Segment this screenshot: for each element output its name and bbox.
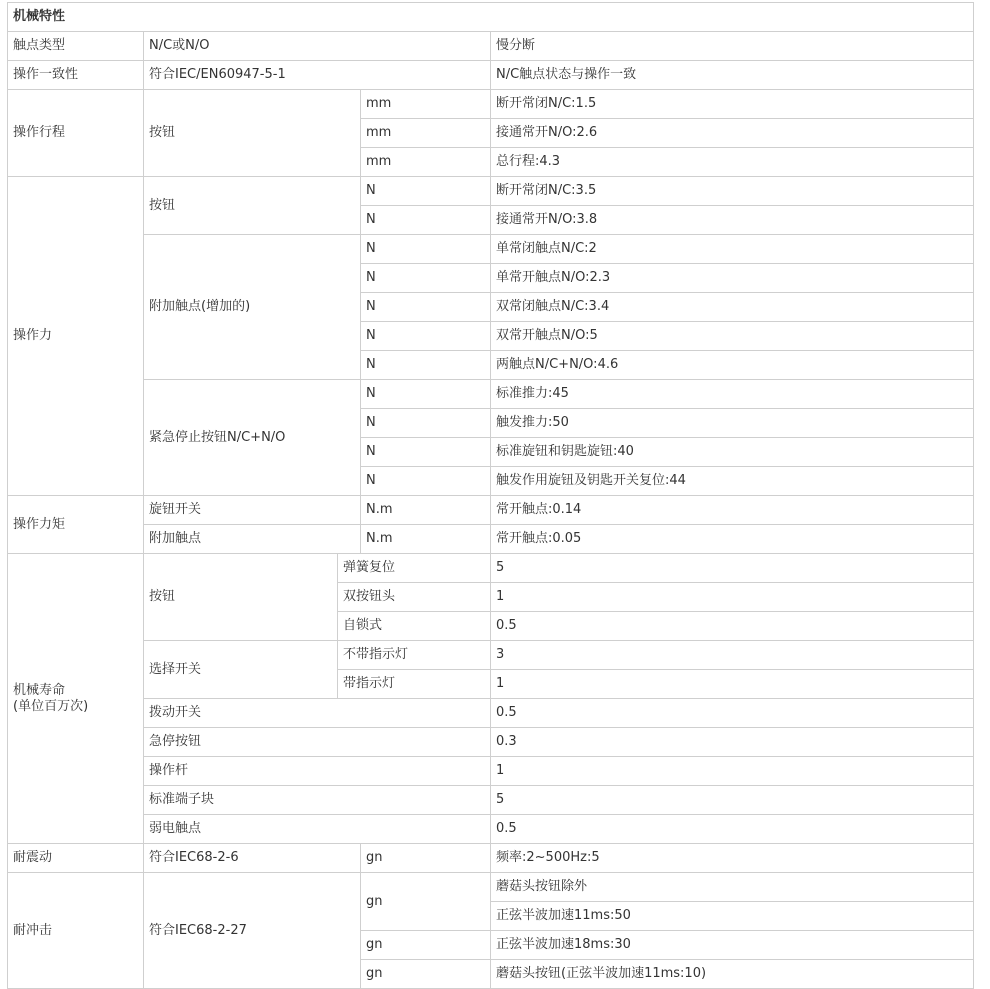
table-row [8,90,974,119]
unit-cell: mm [361,119,491,148]
sub-label: 标准端子块 [144,786,491,815]
sub-label: 附加触点 [144,525,361,554]
cell-value: 断开常闭N/C:1.5 [491,90,974,119]
cell-value: 双常开触点N/O:5 [491,322,974,351]
sub-label: 操作杆 [144,757,491,786]
sub-label: 符合IEC68-2-27 [144,873,361,989]
unit-cell: gn [361,960,491,989]
sub-label: 选择开关 [144,641,338,699]
unit-cell: gn [361,931,491,960]
cell-value: 单常开触点N/O:2.3 [491,264,974,293]
unit-cell: N [361,322,491,351]
cell-value: 0.3 [491,728,974,757]
unit-cell: gn [361,844,491,873]
cell-value: 3 [491,641,974,670]
table-row [8,815,974,844]
type-cell: 自锁式 [338,612,491,641]
row-label: 耐冲击 [8,873,144,989]
type-cell: 带指示灯 [338,670,491,699]
cell-value: 断开常闭N/C:3.5 [491,177,974,206]
table-row [8,177,974,206]
table-row [8,32,974,61]
table-row [8,61,974,90]
table-row [8,844,974,873]
table-row [8,699,974,728]
unit-cell: N [361,467,491,496]
sub-label: 符合IEC68-2-6 [144,844,361,873]
sub-label: 紧急停止按钮N/C+N/O [144,380,361,496]
type-cell: 弹簧复位 [338,554,491,583]
row-label: 触点类型 [8,32,144,61]
cell-value: 5 [491,554,974,583]
sub-label: 拨动开关 [144,699,491,728]
unit-cell: N [361,177,491,206]
table-row [8,873,974,902]
cell-value: 0.5 [491,612,974,641]
row-label: 操作力 [8,177,144,496]
table-row [8,757,974,786]
table-title: 机械特性 [8,3,974,32]
table-row [8,3,974,32]
sub-label: 弱电触点 [144,815,491,844]
table-row [8,525,974,554]
unit-cell: N [361,235,491,264]
cell-value: 常开触点:0.05 [491,525,974,554]
cell-value: N/C或N/O [144,32,491,61]
cell-value: 正弦半波加速18ms:30 [491,931,974,960]
cell-value: 触发作用旋钮及钥匙开关复位:44 [491,467,974,496]
table-row [8,728,974,757]
cell-value: 触发推力:50 [491,409,974,438]
cell-value: 1 [491,583,974,612]
mechanical-spec-table [7,2,974,989]
cell-value: 蘑菇头按钮除外 [491,873,974,902]
cell-value: 5 [491,786,974,815]
sub-label: 急停按钮 [144,728,491,757]
cell-value: 接通常开N/O:3.8 [491,206,974,235]
cell-note: 慢分断 [491,32,974,61]
row-label-line2: (单位百万次) [13,698,89,714]
table-row [8,786,974,815]
row-label [8,554,144,844]
cell-value: 1 [491,757,974,786]
table-row [8,641,974,670]
type-cell: 双按钮头 [338,583,491,612]
sub-label: 旋钮开关 [144,496,361,525]
unit-cell: N [361,409,491,438]
table-row [8,235,974,264]
sub-label: 按钮 [144,554,338,641]
cell-note: N/C触点状态与操作一致 [491,61,974,90]
unit-cell: mm [361,148,491,177]
cell-value: 0.5 [491,815,974,844]
cell-value: 1 [491,670,974,699]
cell-value: 两触点N/C+N/O:4.6 [491,351,974,380]
unit-cell: N [361,206,491,235]
cell-value: 正弦半波加速11ms:50 [491,902,974,931]
unit-cell: N.m [361,496,491,525]
table-row [8,554,974,583]
table-row [8,496,974,525]
type-cell: 不带指示灯 [338,641,491,670]
cell-value: 单常闭触点N/C:2 [491,235,974,264]
cell-value: 常开触点:0.14 [491,496,974,525]
row-label: 操作力矩 [8,496,144,554]
cell-value: 双常闭触点N/C:3.4 [491,293,974,322]
cell-value: 总行程:4.3 [491,148,974,177]
cell-value: 符合IEC/EN60947-5-1 [144,61,491,90]
sub-label: 按钮 [144,90,361,177]
cell-value: 标准推力:45 [491,380,974,409]
unit-cell: N [361,264,491,293]
sub-label: 按钮 [144,177,361,235]
table-row [8,380,974,409]
row-label-line1: 机械寿命 [13,682,66,698]
unit-cell: mm [361,90,491,119]
unit-cell: gn [361,873,491,931]
unit-cell: N [361,438,491,467]
sub-label: 附加触点(增加的) [144,235,361,380]
row-label: 耐震动 [8,844,144,873]
cell-value: 频率:2~500Hz:5 [491,844,974,873]
unit-cell: N [361,380,491,409]
cell-value: 0.5 [491,699,974,728]
unit-cell: N [361,351,491,380]
cell-value: 接通常开N/O:2.6 [491,119,974,148]
unit-cell: N.m [361,525,491,554]
cell-value: 标准旋钮和钥匙旋钮:40 [491,438,974,467]
row-label: 操作一致性 [8,61,144,90]
row-label: 操作行程 [8,90,144,177]
unit-cell: N [361,293,491,322]
cell-value: 蘑菇头按钮(正弦半波加速11ms:10) [491,960,974,989]
